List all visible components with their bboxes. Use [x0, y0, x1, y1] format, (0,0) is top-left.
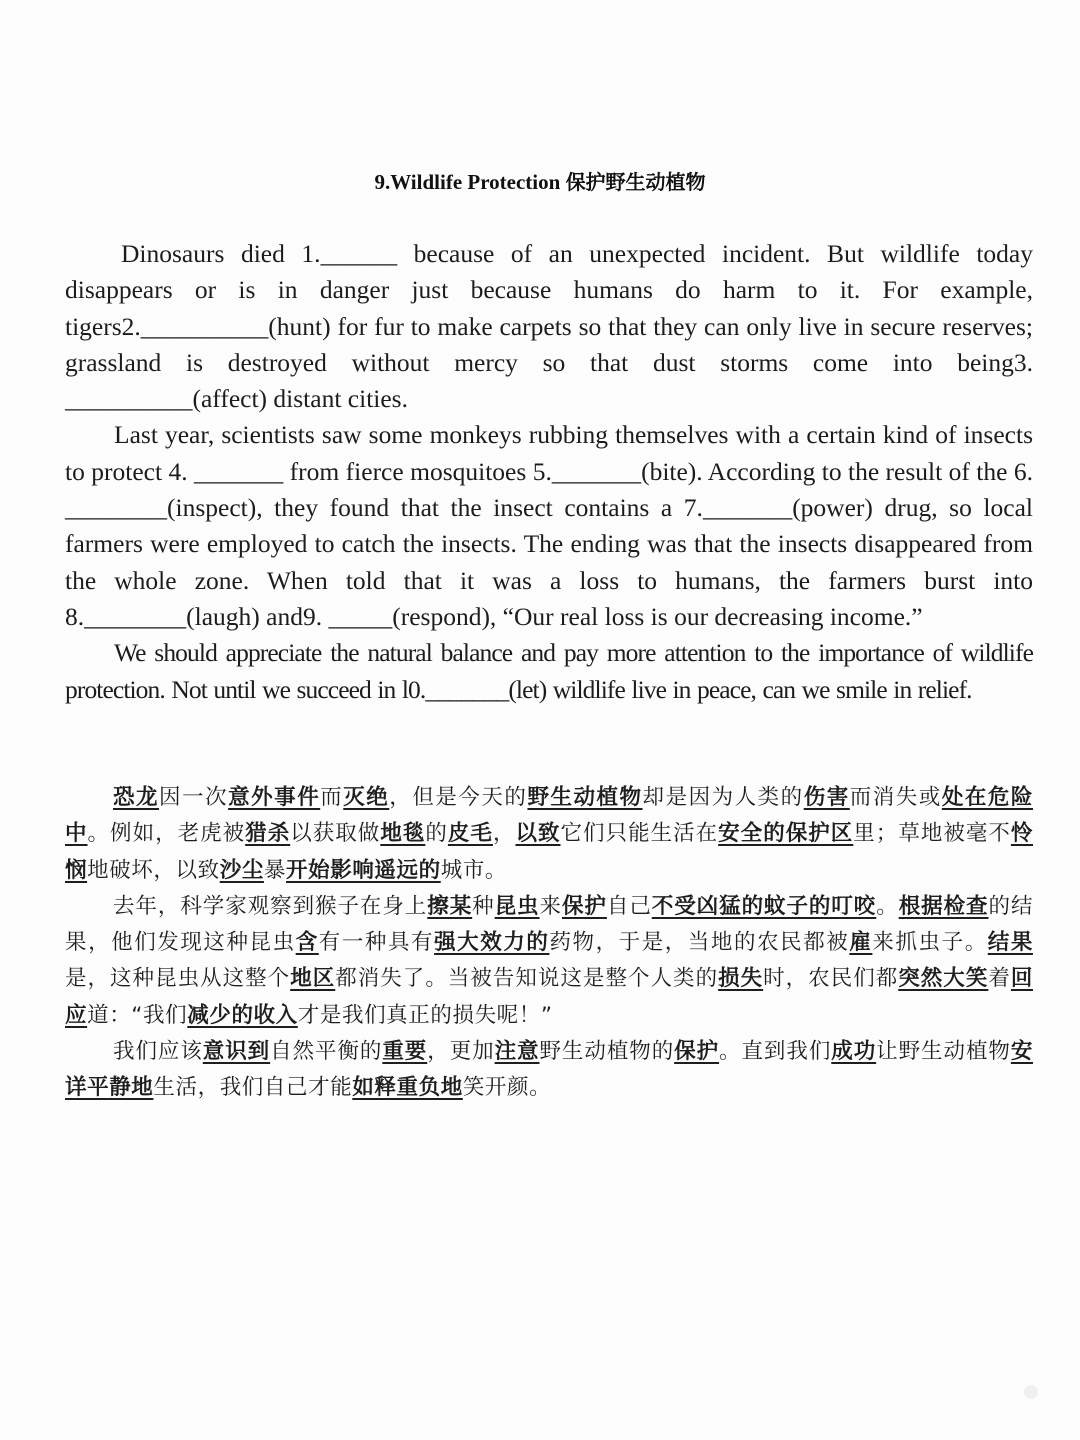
- text-segment: We should appreciate the natural balance and pay more attention to the importance of wildlife protection. Not until we succeed in l0.: [65, 638, 1033, 704]
- key-phrase: 皮毛: [447, 821, 493, 847]
- key-phrase: 野生动植物: [527, 785, 643, 810]
- answer-blank: _______: [425, 674, 509, 704]
- key-phrase: 结果: [987, 930, 1033, 956]
- key-phrase: 不受凶猛的蚊子的叮咬: [651, 893, 877, 919]
- text-segment: 来抓虫子。: [872, 930, 988, 956]
- text-segment: 种: [472, 893, 495, 919]
- text-segment: 来: [539, 893, 562, 919]
- answer-blank: _______: [702, 493, 793, 523]
- key-phrase: 注意: [494, 1039, 540, 1065]
- text-segment: 城市。: [440, 857, 508, 883]
- key-phrase: 如释重负地: [352, 1075, 463, 1101]
- key-phrase: 地毯: [380, 821, 426, 847]
- english-paragraph-3: [65, 635, 1033, 708]
- text-segment: (affect) distant cities.: [192, 384, 408, 414]
- text-segment: 道：“我们: [87, 1002, 188, 1028]
- key-phrase: 安全的保护区: [718, 821, 854, 847]
- text-segment: because of an unexpected incident. But wildlife today disappears or is in danger just because humans do harm to it. For example, tigers2.: [65, 239, 1033, 341]
- key-phrase: 安详平静地: [65, 1039, 1033, 1101]
- key-phrase: 沙尘: [219, 857, 264, 883]
- text-segment: 里；草地被毫不: [853, 821, 1011, 847]
- text-segment: 。例如，老虎被: [87, 821, 246, 847]
- key-phrase: 损失: [718, 966, 764, 992]
- key-phrase: 擦某: [427, 893, 473, 919]
- chinese-translation: [65, 780, 1033, 1107]
- text-segment: (hunt) for fur to make carpets so that they can only live in secure reserves; grassland is destroyed without mercy so that dust storms come into being3.: [65, 311, 1033, 377]
- title-chinese: 保护野生动植物: [565, 170, 706, 194]
- chinese-paragraph-1: [65, 780, 1033, 889]
- text-segment: 笑开颜。: [462, 1075, 552, 1101]
- text-segment: 。: [876, 893, 899, 919]
- text-segment: (respond), “Our real loss is our decreasing income.”: [392, 601, 923, 631]
- key-phrase: 强大效力的: [434, 930, 550, 956]
- text-segment: (let) wildlife live in peace, can we smile in relief.: [508, 674, 972, 704]
- answer-blank: __________: [65, 384, 193, 414]
- answer-blank: ________: [84, 601, 187, 631]
- english-passage: [65, 236, 1033, 708]
- text-segment: 药物，于是，当地的农民都被: [549, 930, 850, 956]
- key-phrase: 伤害: [803, 785, 850, 810]
- chinese-paragraph-2: [65, 889, 1033, 1034]
- text-segment: 让野生动植物: [876, 1039, 1011, 1065]
- text-segment: Last year, scientists saw some monkeys rubbing themselves with a certain kind of insects to protect 4.: [65, 420, 1033, 486]
- key-phrase: 怜悯: [65, 821, 1034, 883]
- text-segment: 以获取做: [290, 821, 381, 847]
- text-segment: 而消失或: [849, 785, 942, 810]
- key-phrase: 回应: [65, 966, 1033, 1028]
- text-segment: ，更加: [427, 1039, 495, 1065]
- key-phrase: 意识到: [202, 1039, 271, 1065]
- text-segment: 它们只能生活在: [560, 821, 719, 847]
- text-segment: 着: [988, 966, 1011, 992]
- key-phrase: 减少的收入: [187, 1002, 298, 1028]
- text-segment: 的结果，他们发现这种昆虫: [65, 893, 1034, 956]
- key-phrase: 保护: [674, 1039, 720, 1065]
- title-english: 9.Wildlife Protection: [374, 170, 566, 194]
- text-segment: 因一次: [159, 785, 229, 810]
- key-phrase: 突然大笑: [898, 966, 989, 992]
- text-segment: 有一种具有: [318, 930, 435, 956]
- chinese-paragraph-3: [65, 1034, 1033, 1107]
- text-segment: ，但是今天的: [389, 785, 528, 810]
- answer-blank: ______: [320, 239, 398, 268]
- key-phrase: 恐龙: [113, 785, 160, 810]
- key-phrase: 开始影响遥远的: [286, 857, 441, 883]
- key-phrase: 雇: [849, 930, 873, 956]
- watermark-icon: [1024, 1385, 1038, 1399]
- key-phrase: 以致: [515, 821, 561, 847]
- text-segment: 都消失了。当被告知说这是整个人类的: [335, 966, 719, 992]
- text-segment: (laugh) and9.: [186, 601, 329, 631]
- key-phrase: 成功: [831, 1039, 877, 1065]
- key-phrase: 灭绝: [343, 785, 390, 810]
- key-phrase: 重要: [382, 1039, 428, 1065]
- answer-blank: _______: [194, 456, 284, 486]
- text-segment: 时，农民们都: [763, 966, 899, 992]
- text-segment: 的: [425, 821, 448, 847]
- answer-blank: _______: [551, 456, 642, 486]
- english-paragraph-1: [65, 236, 1033, 417]
- text-segment: (inspect), they found that the insect contains a 7.: [167, 493, 703, 523]
- text-segment: (power) drug, so local farmers were employed to catch the insects. The ending was that the insects disappeared from the whole zone. When told that it was a loss to humans, the farmers burst into 8.: [65, 493, 1033, 631]
- text-segment: 自己: [606, 893, 652, 919]
- answer-blank: __________: [140, 311, 269, 341]
- key-phrase: 猎杀: [245, 821, 291, 847]
- text-segment: 才是我们真正的损失呢！”: [297, 1002, 553, 1028]
- text-segment: 地破坏，以致: [87, 857, 220, 883]
- page-title: [0, 166, 1080, 195]
- text-segment: 野生动植物的: [539, 1039, 675, 1065]
- key-phrase: 根据检查: [898, 893, 989, 919]
- text-segment: (bite). According to the result of the 6.: [641, 456, 1033, 486]
- key-phrase: 地区: [290, 966, 336, 992]
- text-segment: 自然平衡的: [270, 1039, 383, 1065]
- answer-blank: ________: [65, 493, 167, 523]
- text-segment: 是，这种昆虫从这整个: [65, 966, 291, 992]
- key-phrase: 处在危险中: [65, 785, 1034, 847]
- text-segment: 而: [320, 785, 344, 810]
- text-segment: Dinosaurs died 1.: [121, 239, 321, 268]
- key-phrase: 昆虫: [494, 893, 540, 919]
- english-paragraph-2: [65, 417, 1033, 635]
- text-segment: ，: [492, 821, 516, 847]
- text-segment: from fierce mosquitoes 5.: [283, 456, 552, 486]
- text-segment: 。直到我们: [719, 1039, 832, 1065]
- answer-blank: _____: [328, 601, 393, 631]
- key-phrase: 含: [295, 930, 319, 956]
- key-phrase: 保护: [561, 893, 607, 919]
- text-segment: 去年，科学家观察到猴子在身上: [113, 893, 428, 919]
- text-segment: 却是因为人类的: [642, 785, 804, 810]
- text-segment: 暴: [263, 857, 287, 883]
- text-segment: 生活，我们自己才能: [153, 1075, 353, 1101]
- text-segment: 我们应该: [113, 1039, 203, 1065]
- key-phrase: 意外事件: [228, 785, 321, 810]
